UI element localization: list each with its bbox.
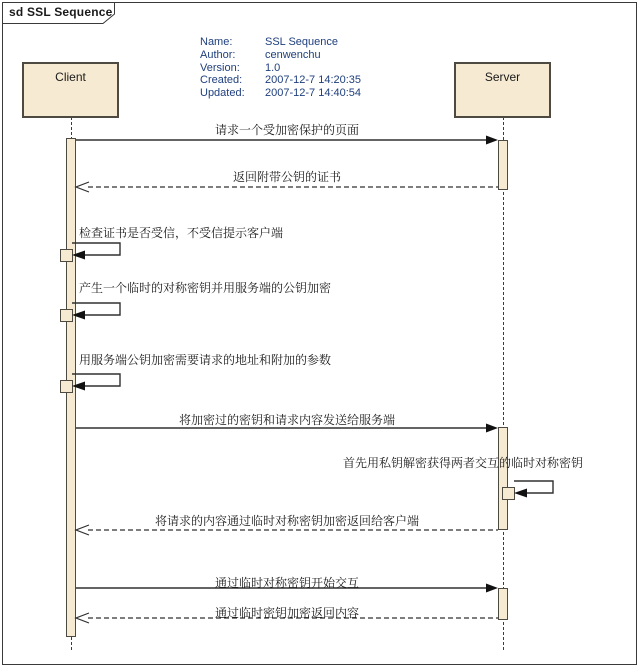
metadata-label: Version: [200, 61, 240, 74]
metadata-value: 2007-12-7 14:40:54 [265, 87, 362, 100]
message-label-9: 通过临时对称密钥开始交互 [214, 576, 359, 590]
metadata-row [200, 36, 361, 49]
message-label-7: 首先用私钥解密获得两者交互的临时对称密钥 [343, 456, 584, 470]
metadata-value: 2007-12-7 14:20:35 [265, 74, 362, 87]
server-label: Server [484, 70, 521, 84]
metadata-value: 1.0 [265, 61, 281, 74]
metadata-label: Created: [200, 74, 243, 87]
server-activation-bar-2 [498, 427, 508, 530]
metadata-label: Author: [200, 48, 236, 61]
client-label: Client [55, 70, 86, 84]
message-label-5: 用服务端公钥加密需要请求的地址和附加的参数 [79, 353, 332, 367]
metadata-label: Updated: [200, 87, 245, 100]
metadata-block [200, 36, 361, 100]
message-label-1: 请求一个受加密保护的页面 [214, 123, 359, 137]
metadata-row [200, 74, 361, 87]
message-label-3: 检查证书是否受信，不受信提示客户端 [79, 226, 284, 240]
metadata-row [200, 49, 361, 62]
metadata-row [200, 62, 361, 75]
metadata-value: SSL Sequence [265, 36, 338, 48]
message-label-10: 通过临时密钥加密返回内容 [214, 606, 359, 620]
server-self-activation [502, 487, 515, 500]
client-self-activation-3 [60, 380, 73, 393]
metadata-value: cenwenchu [265, 48, 321, 61]
server-lifeline-box [454, 62, 551, 118]
metadata-row [200, 87, 361, 100]
client-self-activation-2 [60, 309, 73, 322]
server-lifeline [503, 112, 504, 650]
message-label-6: 将加密过的密钥和请求内容发送给服务端 [178, 413, 395, 427]
metadata-label: Name: [200, 36, 233, 48]
message-label-8: 将请求的内容通过临时对称密钥加密返回给客户端 [154, 514, 419, 528]
client-self-activation-1 [60, 249, 73, 262]
message-label-2: 返回附带公钥的证书 [232, 170, 341, 184]
frame-title: sd SSL Sequence [9, 5, 113, 19]
server-activation-bar-3 [498, 588, 508, 620]
server-activation-bar-1 [498, 140, 508, 190]
client-lifeline-box [22, 62, 119, 118]
message-label-4: 产生一个临时的对称密钥并用服务端的公钥加密 [79, 281, 332, 295]
